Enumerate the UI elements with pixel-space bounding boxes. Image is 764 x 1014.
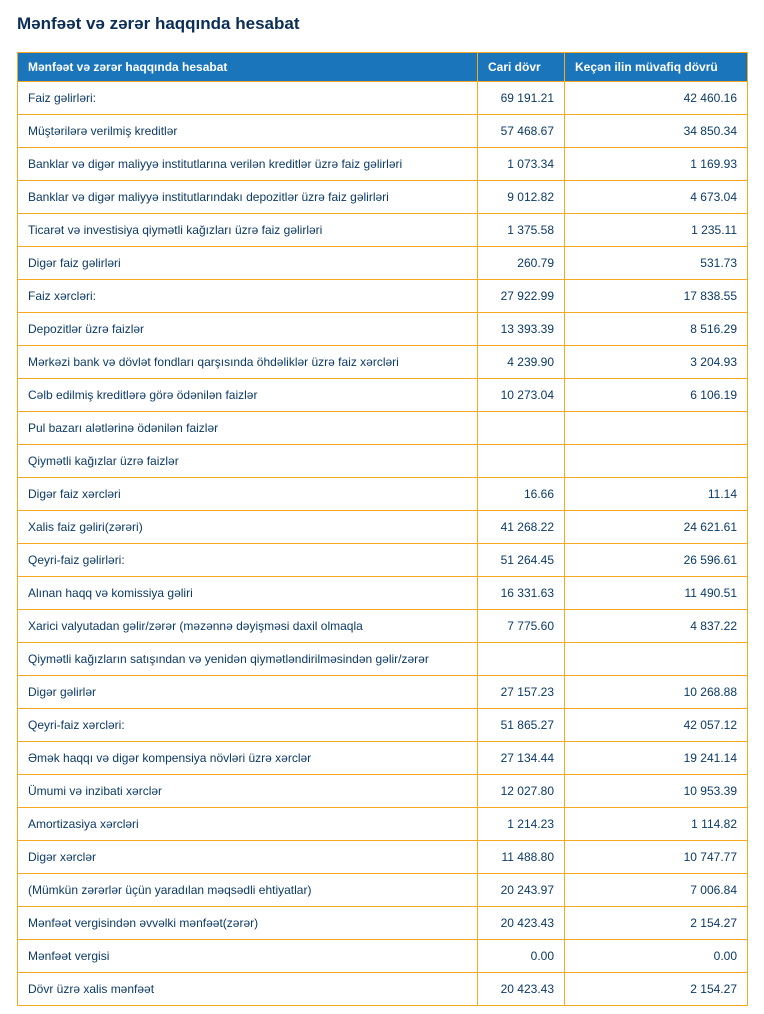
table-row bbox=[18, 577, 748, 610]
current-period-cell: 27 157.23 bbox=[478, 676, 565, 709]
previous-period-cell: 4 673.04 bbox=[565, 181, 748, 214]
row-label-cell: Ümumi və inzibati xərclər bbox=[18, 775, 478, 808]
current-period-cell: 0.00 bbox=[478, 940, 565, 973]
previous-period-cell bbox=[565, 445, 748, 478]
row-label-cell: (Mümkün zərərlər üçün yaradılan məqsədli ehtiyatlar) bbox=[18, 874, 478, 907]
table-row bbox=[18, 82, 748, 115]
table-row bbox=[18, 643, 748, 676]
header-current-period: Cari dövr bbox=[478, 53, 565, 82]
previous-period-cell: 8 516.29 bbox=[565, 313, 748, 346]
previous-period-cell: 10 268.88 bbox=[565, 676, 748, 709]
row-label-cell: Faiz xərcləri: bbox=[18, 280, 478, 313]
previous-period-cell: 10 953.39 bbox=[565, 775, 748, 808]
current-period-cell bbox=[478, 445, 565, 478]
table-row bbox=[18, 346, 748, 379]
row-label-cell: Mənfəət vergisindən əvvəlki mənfəət(zərər) bbox=[18, 907, 478, 940]
current-period-cell: 13 393.39 bbox=[478, 313, 565, 346]
current-period-cell: 1 214.23 bbox=[478, 808, 565, 841]
current-period-cell: 16 331.63 bbox=[478, 577, 565, 610]
current-period-cell: 12 027.80 bbox=[478, 775, 565, 808]
table-row bbox=[18, 148, 748, 181]
table-row bbox=[18, 445, 748, 478]
current-period-cell: 20 423.43 bbox=[478, 907, 565, 940]
header-previous-period: Keçən ilin müvafiq dövrü bbox=[565, 53, 748, 82]
table-row bbox=[18, 610, 748, 643]
table-row bbox=[18, 973, 748, 1006]
row-label-cell: Mərkəzi bank və dövlət fondları qarşısında öhdəliklər üzrə faiz xərcləri bbox=[18, 346, 478, 379]
current-period-cell: 20 243.97 bbox=[478, 874, 565, 907]
table-row bbox=[18, 412, 748, 445]
current-period-cell: 69 191.21 bbox=[478, 82, 565, 115]
previous-period-cell: 2 154.27 bbox=[565, 973, 748, 1006]
row-label-cell: Amortizasiya xərcləri bbox=[18, 808, 478, 841]
row-label-cell: Faiz gəlirləri: bbox=[18, 82, 478, 115]
previous-period-cell: 6 106.19 bbox=[565, 379, 748, 412]
previous-period-cell: 10 747.77 bbox=[565, 841, 748, 874]
previous-period-cell: 3 204.93 bbox=[565, 346, 748, 379]
current-period-cell: 27 922.99 bbox=[478, 280, 565, 313]
row-label-cell: Dövr üzrə xalis mənfəət bbox=[18, 973, 478, 1006]
current-period-cell: 41 268.22 bbox=[478, 511, 565, 544]
page-title: Mənfəət və zərər haqqında hesabat bbox=[17, 14, 300, 33]
row-label-cell: Cəlb edilmiş kreditlərə görə ödənilən faizlər bbox=[18, 379, 478, 412]
previous-period-cell: 0.00 bbox=[565, 940, 748, 973]
previous-period-cell: 1 235.11 bbox=[565, 214, 748, 247]
row-label-cell: Banklar və digər maliyyə institutlarındakı depozitlər üzrə faiz gəlirləri bbox=[18, 181, 478, 214]
previous-period-cell: 42 460.16 bbox=[565, 82, 748, 115]
table-row bbox=[18, 808, 748, 841]
current-period-cell: 9 012.82 bbox=[478, 181, 565, 214]
current-period-cell: 51 264.45 bbox=[478, 544, 565, 577]
previous-period-cell: 24 621.61 bbox=[565, 511, 748, 544]
row-label-cell: Qiymətli kağızların satışından və yenidən qiymətləndirilməsindən gəlir/zərər bbox=[18, 643, 478, 676]
table-row bbox=[18, 214, 748, 247]
row-label-cell: Mənfəət vergisi bbox=[18, 940, 478, 973]
previous-period-cell: 17 838.55 bbox=[565, 280, 748, 313]
current-period-cell: 7 775.60 bbox=[478, 610, 565, 643]
previous-period-cell: 7 006.84 bbox=[565, 874, 748, 907]
previous-period-cell: 11.14 bbox=[565, 478, 748, 511]
previous-period-cell: 531.73 bbox=[565, 247, 748, 280]
table-row bbox=[18, 775, 748, 808]
row-label-cell: Digər faiz xərcləri bbox=[18, 478, 478, 511]
current-period-cell: 10 273.04 bbox=[478, 379, 565, 412]
report-table-body bbox=[18, 82, 748, 1006]
previous-period-cell: 1 169.93 bbox=[565, 148, 748, 181]
row-label-cell: Banklar və digər maliyyə institutlarına verilən kreditlər üzrə faiz gəlirləri bbox=[18, 148, 478, 181]
table-row bbox=[18, 742, 748, 775]
current-period-cell: 20 423.43 bbox=[478, 973, 565, 1006]
previous-period-cell: 1 114.82 bbox=[565, 808, 748, 841]
row-label-cell: Depozitlər üzrə faizlər bbox=[18, 313, 478, 346]
current-period-cell: 260.79 bbox=[478, 247, 565, 280]
previous-period-cell: 34 850.34 bbox=[565, 115, 748, 148]
table-row bbox=[18, 709, 748, 742]
previous-period-cell: 11 490.51 bbox=[565, 577, 748, 610]
previous-period-cell: 2 154.27 bbox=[565, 907, 748, 940]
row-label-cell: Ticarət və investisiya qiymətli kağızları üzrə faiz gəlirləri bbox=[18, 214, 478, 247]
row-label-cell: Əmək haqqı və digər kompensiya növləri üzrə xərclər bbox=[18, 742, 478, 775]
current-period-cell bbox=[478, 412, 565, 445]
row-label-cell: Digər gəlirlər bbox=[18, 676, 478, 709]
table-row bbox=[18, 676, 748, 709]
row-label-cell: Xarici valyutadan gəlir/zərər (məzənnə dəyişməsi daxil olmaqla bbox=[18, 610, 478, 643]
table-row bbox=[18, 181, 748, 214]
row-label-cell: Pul bazarı alətlərinə ödənilən faizlər bbox=[18, 412, 478, 445]
table-row bbox=[18, 478, 748, 511]
previous-period-cell: 26 596.61 bbox=[565, 544, 748, 577]
current-period-cell: 27 134.44 bbox=[478, 742, 565, 775]
previous-period-cell bbox=[565, 412, 748, 445]
table-row bbox=[18, 511, 748, 544]
table-header bbox=[18, 53, 748, 82]
table-row bbox=[18, 907, 748, 940]
previous-period-cell bbox=[565, 643, 748, 676]
table-row bbox=[18, 379, 748, 412]
table-row bbox=[18, 940, 748, 973]
previous-period-cell: 4 837.22 bbox=[565, 610, 748, 643]
table-row bbox=[18, 115, 748, 148]
previous-period-cell: 42 057.12 bbox=[565, 709, 748, 742]
row-label-cell: Qeyri-faiz gəlirləri: bbox=[18, 544, 478, 577]
current-period-cell: 1 375.58 bbox=[478, 214, 565, 247]
row-label-cell: Alınan haqq və komissiya gəliri bbox=[18, 577, 478, 610]
row-label-cell: Qeyri-faiz xərcləri: bbox=[18, 709, 478, 742]
current-period-cell: 16.66 bbox=[478, 478, 565, 511]
header-report-name: Mənfəət və zərər haqqında hesabat bbox=[18, 53, 478, 82]
row-label-cell: Müştərilərə verilmiş kreditlər bbox=[18, 115, 478, 148]
profit-loss-table bbox=[17, 52, 748, 1006]
current-period-cell: 4 239.90 bbox=[478, 346, 565, 379]
table-row bbox=[18, 313, 748, 346]
table-row bbox=[18, 247, 748, 280]
current-period-cell: 11 488.80 bbox=[478, 841, 565, 874]
current-period-cell: 1 073.34 bbox=[478, 148, 565, 181]
previous-period-cell: 19 241.14 bbox=[565, 742, 748, 775]
current-period-cell: 51 865.27 bbox=[478, 709, 565, 742]
row-label-cell: Xalis faiz gəliri(zərəri) bbox=[18, 511, 478, 544]
current-period-cell bbox=[478, 643, 565, 676]
table-header-row bbox=[18, 53, 748, 82]
table-row bbox=[18, 874, 748, 907]
row-label-cell: Digər faiz gəlirləri bbox=[18, 247, 478, 280]
table-row bbox=[18, 280, 748, 313]
table-row bbox=[18, 841, 748, 874]
row-label-cell: Qiymətli kağızlar üzrə faizlər bbox=[18, 445, 478, 478]
current-period-cell: 57 468.67 bbox=[478, 115, 565, 148]
table-row bbox=[18, 544, 748, 577]
row-label-cell: Digər xərclər bbox=[18, 841, 478, 874]
